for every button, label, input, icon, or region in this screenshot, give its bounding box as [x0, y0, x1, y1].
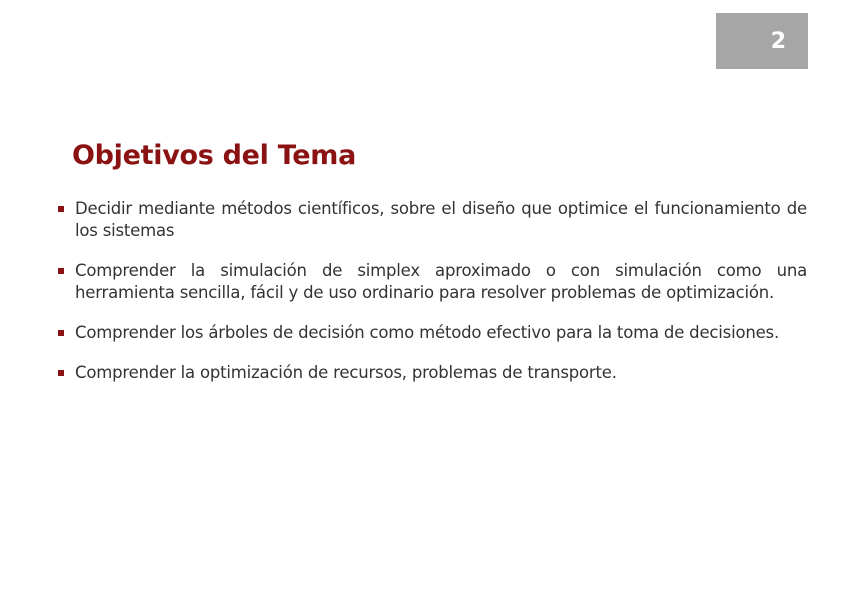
square-bullet-icon	[58, 370, 64, 376]
list-item-text: Comprender los árboles de decisión como método efectivo para la toma de decisiones.	[75, 323, 779, 342]
list-item-text: Comprender la optimización de recursos, problemas de transporte.	[75, 363, 617, 382]
page-number: 2	[770, 28, 786, 54]
square-bullet-icon	[58, 330, 64, 336]
list-item	[55, 362, 807, 384]
square-bullet-icon	[58, 206, 64, 212]
list-item-text: Decidir mediante métodos científicos, sobre el diseño que optimice el funcionamiento de los sistemas	[75, 199, 807, 240]
slide-title: Objetivos del Tema	[72, 140, 357, 171]
page-number-badge	[716, 13, 808, 69]
list-item	[55, 198, 807, 242]
list-item-text: Comprender la simulación de simplex aproximado o con simulación como una herramienta sencilla, fácil y de uso ordinario para resolver problemas de optimización.	[75, 261, 807, 302]
objectives-list	[55, 198, 807, 402]
list-item	[55, 260, 807, 304]
square-bullet-icon	[58, 268, 64, 274]
list-item	[55, 322, 807, 344]
